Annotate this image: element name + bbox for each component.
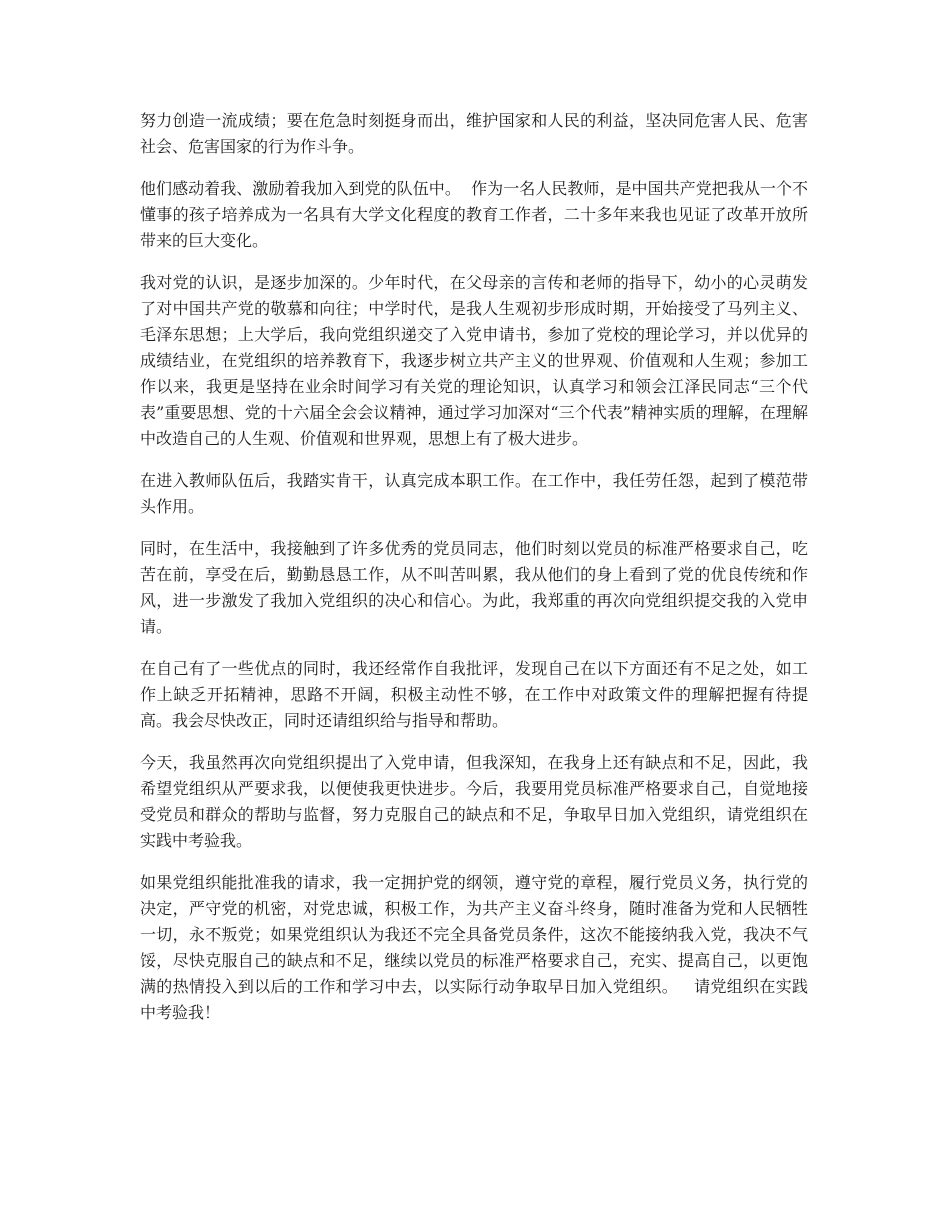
paragraph-6: 在自己有了一些优点的同时，我还经常作自我批评，发现自己在以下方面还有不足之处，如工作上缺乏开拓精神，思路不开阔，积极主动性不够，在工作中对政策文件的理解把握有待提高。我会尽快改正，同时还请组织给与指导和帮助。 xyxy=(140,659,808,730)
paragraph-7: 今天，我虽然再次向党组织提出了入党申请，但我深知，在我身上还有缺点和不足，因此，我希望党组织从严要求我，以便使我更快进步。今后，我要用党员标准严格要求自己，自觉地接受党员和群众的帮助与监督，努力克服自己的缺点和不足，争取早日加入党组织，请党组织在实践中考验我。 xyxy=(140,753,808,850)
paragraph-8: 如果党组织能批准我的请求，我一定拥护党的纲领，遵守党的章程，履行党员义务，执行党的决定，严守党的机密，对党忠诚，积极工作，为共产主义奋斗终身，随时准备为党和人民牺牲一切，永不叛党；如果党组织认为我还不完全具备党员条件，这次不能接纳我入党，我决不气馁，尽快克服自己的缺点和不足，继续以党员的标准严格要求自己，充实、提高自己，以更饱满的热情投入到以后的工作和学习中去，以实际行动争取早日加入党组织。 请党组织在实践中考验我！ xyxy=(140,873,808,1022)
paragraph-3: 我对党的认识，是逐步加深的。少年时代，在父母亲的言传和老师的指导下，幼小的心灵萌发了对中国共产党的敬慕和向往；中学时代，是我人生观初步形成时期，开始接受了马列主义、毛泽东思想；上大学后，我向党组织递交了入党申请书，参加了党校的理论学习，并以优异的成绩结业，在党组织的培养教育下，我逐步树立共产主义的世界观、价值观和人生观；参加工作以来，我更是坚持在业余时间学习有关党的理论知识，认真学习和领会江泽民同志“三个代表”重要思想、党的十六届全会会议精神，通过学习加深对“三个代表”精神实质的理解，在理解中改造自己的人生观、价值观和世界观，思想上有了极大进步。 xyxy=(140,273,808,448)
paragraph-1: 努力创造一流成绩；要在危急时刻挺身而出，维护国家和人民的利益，坚决同危害人民、危害社会、危害国家的行为作斗争。 xyxy=(140,111,808,156)
paragraph-4: 在进入教师队伍后，我踏实肯干，认真完成本职工作。在工作中，我任劳任怨，起到了模范带头作用。 xyxy=(140,471,808,516)
paragraph-2: 他们感动着我、激励着我加入到党的队伍中。 作为一名人民教师，是中国共产党把我从一个不懂事的孩子培养成为一名具有大学文化程度的教育工作者，二十多年来我也见证了改革开放所带来的巨大变化。 xyxy=(140,179,808,250)
paragraph-5: 同时，在生活中，我接触到了许多优秀的党员同志，他们时刻以党员的标准严格要求自己，吃苦在前，享受在后，勤勤恳恳工作，从不叫苦叫累，我从他们的身上看到了党的优良传统和作风，进一步激发了我加入党组织的决心和信心。为此，我郑重的再次向党组织提交我的入党申请。 xyxy=(140,539,808,636)
document-body xyxy=(140,108,808,1042)
